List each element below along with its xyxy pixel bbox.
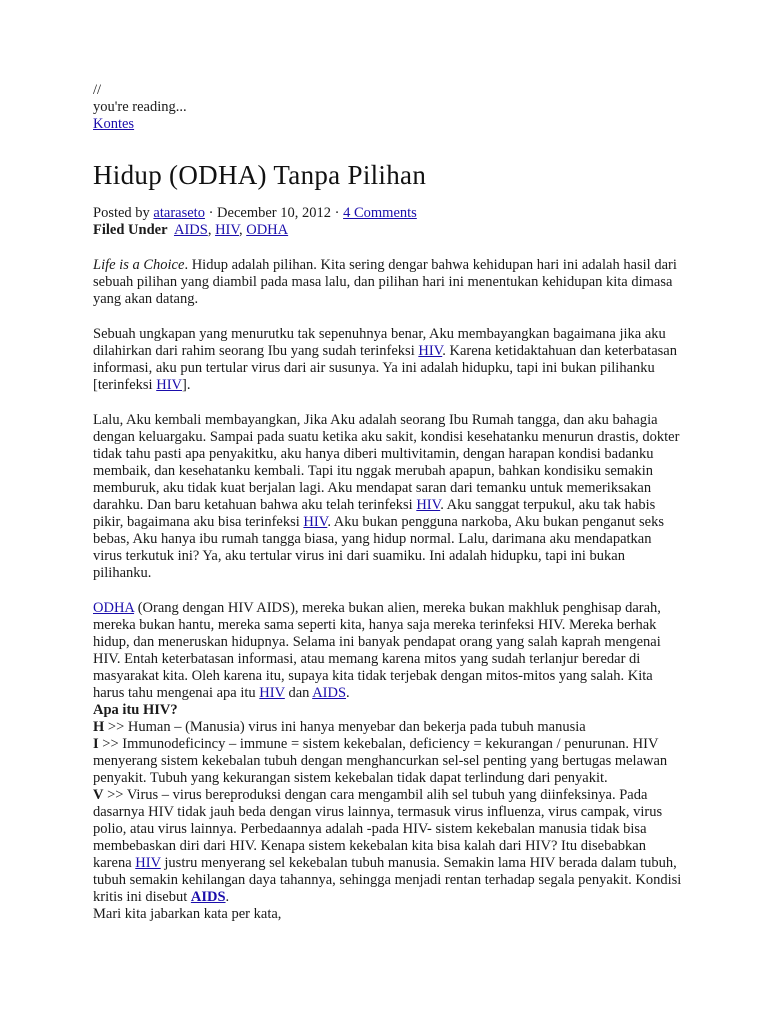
post-title: Hidup (ODHA) Tanpa Pilihan (93, 160, 427, 190)
hiv-link[interactable]: HIV (418, 343, 443, 359)
section-heading: Apa itu HIV? (93, 702, 178, 718)
hiv-link[interactable]: HIV (303, 514, 328, 530)
letter-v: V (93, 787, 104, 803)
hiv-link[interactable]: HIV (135, 855, 161, 871)
paragraph-1-text: . Hidup adalah pilihan. Kita sering dengar bahwa kehidupan hari ini adalah hasil dari sebuah pilihan yang diambil pada masa lalu, dan pilihan hari ini menentukan kehidupan kita dimasa yang akan datang. (93, 257, 677, 307)
aids-link[interactable]: AIDS (312, 685, 347, 701)
letter-h: H (93, 719, 105, 735)
reading-label: you're reading... (93, 99, 187, 115)
byline-separator: · (204, 205, 218, 221)
paragraph-2-text: ]. (182, 377, 191, 393)
byline (93, 205, 683, 222)
post-date: December 10, 2012 (217, 205, 331, 221)
filed-under: Filed Under AIDS, HIV, ODHA (93, 222, 289, 238)
byline-separator: · (331, 205, 344, 221)
definition-i-text: >> Immunodeficincy – immune = sistem kekebalan, deficiency = kekurangan / penurunan. HIV menyerang sistem kekebalan tubuh dengan menghancurkan sel-sel penting yang bertugas melawan penyakit. Tubuh yang kekurangan sistem kekebalan tidak dapat terlindung dari penyakit. (93, 736, 668, 786)
hiv-link[interactable]: HIV (259, 685, 285, 701)
tag-link-aids[interactable]: AIDS (173, 222, 208, 238)
definition-v (93, 787, 683, 906)
paragraph-4 (93, 600, 683, 702)
reading-header (93, 82, 683, 133)
definition-h-text: >> Human – (Manusia) virus ini hanya menyebar dan bekerja pada tubuh manusia (104, 719, 586, 735)
paragraph-3 (93, 412, 683, 582)
tag-link-hiv[interactable]: HIV (215, 222, 239, 238)
paragraph-3-text: . Aku bukan pengguna narkoba, Aku bukan penganut seks bebas, Aku hanya ibu rumah tangga biasa, yang hidup normal. Lalu, darimana aku mendapatkan virus terkutuk ini? Ya, aku tertular virus ini dari suamiku. Ini adalah hidupku, tapi ini bukan pilihanku. (93, 514, 664, 581)
definition-v-text: . (225, 889, 230, 905)
comments-link[interactable]: 4 Comments (343, 205, 417, 221)
paragraph-3-text: Lalu, Aku kembali membayangkan, Jika Aku adalah seorang Ibu Rumah tangga, dan aku bahagia dengan keluargaku. Sampai pada suatu ketika aku sakit, kondisi kesehatanku menurun drastis, dokter tidak tahu pasti apa penyakitku, aku hanya diberi multivitamin, dengan harapan kondisi badanku membaik, dan kesehatanku kembali. Tapi itu nggak merubah apapun, bahkan kondisiku semakin memburuk, aku tidak kuat berjalan lagi. Aku mendapat saran dari temanku untuk memeriksakan darahku. Dan baru ketahuan bahwa aku telah terinfeksi (93, 412, 680, 513)
closing-line: Mari kita jabarkan kata per kata, (93, 906, 282, 922)
letter-i: I (93, 736, 99, 752)
definition-v-text: justru menyerang sel kekebalan tubuh manusia. Semakin lama HIV berada dalam tubuh, tubuh semakin kehilangan daya tahannya, sehingga menjadi rentan terhadap segala penyakit. Kondisi kritis ini disebut (93, 855, 682, 905)
definition-v-text: >> Virus – virus bereproduksi dengan cara mengambil alih sel tubuh yang diinfeksinya. Pada dasarnya HIV tidak jauh beda dengan virus lainnya, termasuk virus influenza, virus campak, virus polio, atau virus lainnya. Perbedaannya adalah -pada HIV- sistem kekebalan manusia tidak bisa membebaskan diri dari HIV. Kenapa sistem kekebalan kita bisa kalah dari HIV? Itu disebabkan karena (93, 787, 663, 871)
paragraph-4-text: dan (284, 685, 313, 701)
article-page (93, 82, 683, 923)
paragraph-1 (93, 257, 683, 308)
filed-under-label: Filed Under (93, 222, 168, 238)
definition-i (93, 736, 683, 787)
paragraph-2 (93, 326, 683, 394)
paragraph-4-text: (Orang dengan HIV AIDS), mereka bukan alien, mereka bukan makhluk penghisap darah, mereka bukan hantu, mereka sama seperti kita, hanya saja mereka terinfeksi HIV. Mereka berhak hidup, dan meneruskan hidupnya. Selama ini banyak pendapat orang yang salah kaprah mengenai HIV. Entah keterbatasan informasi, atau memang karena mitos yang sudah terlanjur beredar di masyarakat kita. Oleh karena itu, supaya kita tidak terjebak dengan mitos-mitos yang salah. Kita harus tahu mengenai apa itu (93, 600, 661, 701)
tag-link-odha[interactable]: ODHA (246, 222, 289, 238)
paragraph-2-text: Sebuah ungkapan yang menurutku tak sepenuhnya benar, Aku membayangkan bagaimana jika aku dilahirkan dari rahim seorang Ibu yang sudah terinfeksi (93, 326, 666, 359)
life-is-a-choice-text: Life is a Choice (93, 257, 185, 273)
slashes-text: // (93, 82, 102, 98)
author-link[interactable]: ataraseto (153, 205, 205, 221)
paragraph-4-text: . (346, 685, 350, 701)
paragraph-3-text: . Aku sanggat terpukul, aku tak habis pikir, bagaimana aku bisa terinfeksi (93, 497, 656, 530)
category-link[interactable]: Kontes (93, 116, 135, 132)
hiv-link[interactable]: HIV (416, 497, 441, 513)
paragraph-2-text: . Karena ketidaktahuan dan keterbatasan informasi, aku pun tertular virus dari air susunya. Ya ini adalah hidupku, tapi ini bukan pilihanku [terinfeksi (93, 343, 677, 393)
odha-link[interactable]: ODHA (93, 600, 135, 616)
aids-link[interactable]: AIDS (190, 889, 226, 905)
posted-by-label: Posted by (93, 205, 150, 221)
hiv-link[interactable]: HIV (156, 377, 182, 393)
definition-h (93, 719, 683, 736)
